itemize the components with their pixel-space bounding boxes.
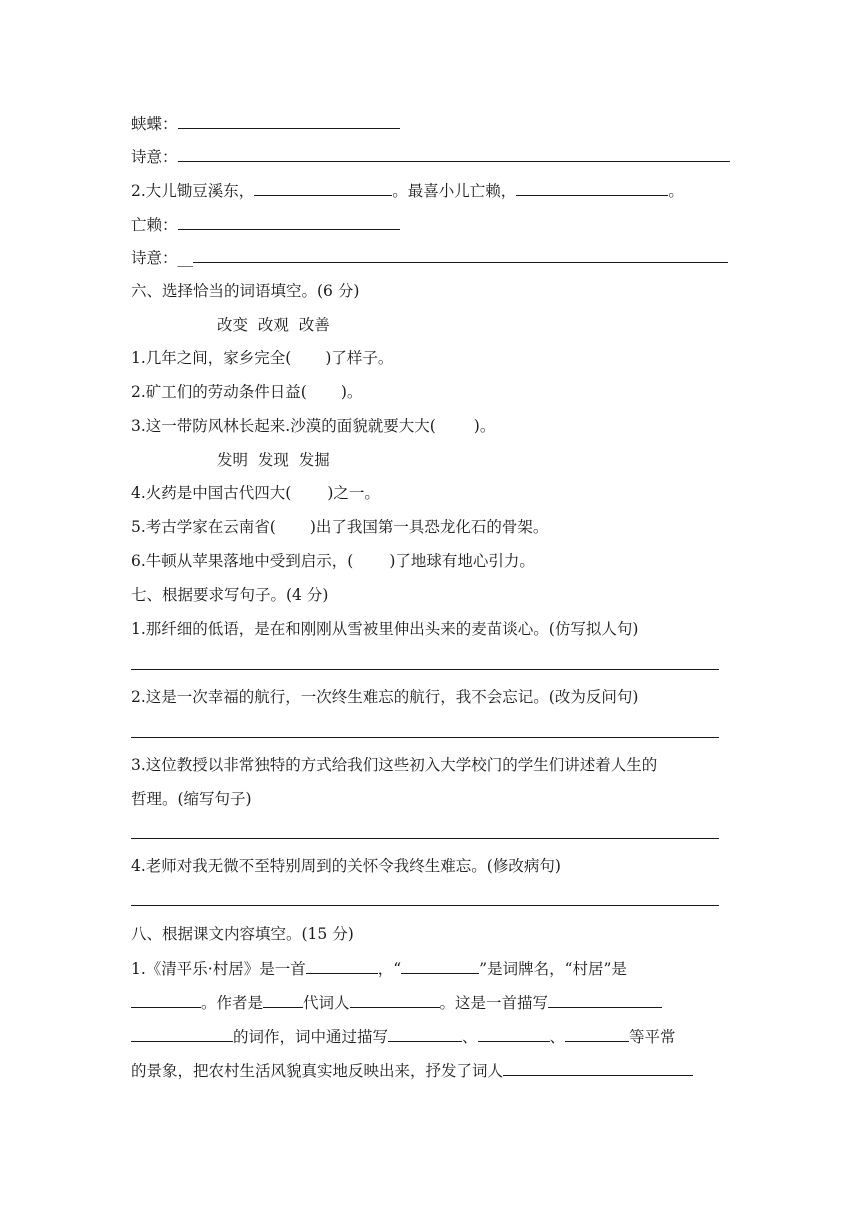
s6-q3-pre: 3.这一带防风林长起来.沙漠的面貌就要大大( — [131, 417, 436, 435]
s8-blank-scene-2[interactable] — [478, 1026, 550, 1042]
s8-blank-describe-1[interactable] — [548, 992, 662, 1008]
s7-answer-line-1[interactable] — [131, 669, 719, 670]
section6-heading: 六、选择恰当的词语填空。(6 分) — [131, 282, 360, 300]
s7-question-2: 2.这是一次幸福的航行，一次终生难忘的航行，我不会忘记。(改为反问句) — [131, 688, 639, 706]
s6-question-2 — [131, 382, 362, 402]
s8-line-3 — [131, 1026, 676, 1047]
s8-line-4 — [131, 1060, 693, 1081]
s6-q5-post: )出了我国第一具恐龙化石的骨架。 — [309, 518, 549, 536]
s6-question-4 — [131, 483, 380, 503]
s8-l1-text-b: ，“ — [377, 960, 402, 978]
section8-heading: 八、根据课文内容填空。(15 分) — [131, 925, 354, 943]
poem2-text-c: 。 — [668, 182, 684, 200]
s6-q2-post: )。 — [340, 383, 363, 401]
s8-l2-text-c: 。这是一首描写 — [439, 994, 549, 1012]
wanglai-answer-blank[interactable] — [178, 214, 400, 230]
section7-heading: 七、根据要求写句子。(4 分) — [131, 586, 329, 604]
s8-l3-text-c: 、 — [549, 1028, 566, 1046]
s7-question-1: 1.那纤细的低语，是在和刚刚从雪被里伸出头来的麦苗谈心。(仿写拟人句) — [131, 620, 639, 638]
s6-q6-post: )了地球有地心引力。 — [389, 552, 535, 570]
butterfly-label: 蛱蝶： — [131, 115, 178, 133]
s8-line-2 — [131, 992, 662, 1013]
word-choices-b: 发明 发现 发掘 — [217, 451, 330, 469]
s6-q6-pre: 6.牛顿从苹果落地中受到启示，( — [131, 552, 354, 570]
wanglai-label: 亡赖： — [131, 216, 178, 234]
s8-l3-text-d: 等平常 — [629, 1028, 676, 1046]
s7-question-3-line-1: 3.这位教授以非常独特的方式给我们这些初入大学校门的学生们讲述着人生的 — [131, 756, 658, 774]
poem2-meaning-line — [131, 247, 728, 268]
word-choices-a: 改变 改观 改善 — [217, 316, 330, 334]
poem2-text-a: 2.大儿锄豆溪东， — [131, 182, 255, 200]
poem2-meaning-prefix: __ — [177, 249, 194, 267]
poem2-text-b: 。最喜小儿亡赖， — [392, 182, 517, 200]
s6-q4-pre: 4.火药是中国古代四大( — [131, 484, 292, 502]
wanglai-line — [131, 214, 400, 235]
s8-blank-author[interactable] — [350, 992, 440, 1008]
poem2-line — [131, 180, 684, 201]
s8-line-1 — [131, 958, 627, 979]
poem2-meaning-label: 诗意： — [131, 249, 178, 267]
s8-l2-text-b: 代词人 — [303, 994, 350, 1012]
s8-l1-text-a: 1.《清平乐·村居》是一首 — [131, 960, 306, 978]
s8-blank-cunju[interactable] — [131, 992, 201, 1008]
s7-answer-line-3[interactable] — [131, 838, 719, 839]
s8-blank-cipai[interactable] — [401, 958, 479, 974]
s6-q5-pre: 5.考古学家在云南省( — [131, 518, 276, 536]
s8-blank-scene-1[interactable] — [388, 1026, 462, 1042]
s8-l3-text-a: 的词作，词中通过描写 — [233, 1028, 389, 1046]
s7-question-3-line-2: 哲理。(缩写句子) — [131, 790, 252, 808]
s6-question-5 — [131, 517, 548, 537]
s6-question-3 — [131, 416, 495, 436]
s6-q1-post: )了样子。 — [325, 349, 394, 367]
s6-q1-pre: 1.几年之间，家乡完全( — [131, 349, 292, 367]
poem1-meaning-label: 诗意： — [131, 148, 178, 166]
poem1-meaning-blank[interactable] — [178, 146, 730, 162]
s8-blank-ci-type[interactable] — [306, 958, 378, 974]
s8-blank-dynasty[interactable] — [263, 992, 303, 1008]
poem2-blank-2[interactable] — [516, 180, 668, 196]
butterfly-answer-blank[interactable] — [178, 113, 400, 129]
s8-blank-emotion[interactable] — [503, 1060, 693, 1076]
s7-question-4: 4.老师对我无微不至特别周到的关怀令我终生难忘。(修改病句) — [131, 857, 561, 875]
poem2-meaning-blank[interactable] — [193, 247, 728, 263]
poem2-blank-1[interactable] — [254, 180, 392, 196]
s6-question-6 — [131, 551, 535, 571]
s8-l1-text-c: ”是词牌名，“村居”是 — [479, 960, 627, 978]
s6-q2-pre: 2.矿工们的劳动条件日益( — [131, 383, 307, 401]
s8-l4-text-a: 的景象，把农村生活风貌真实地反映出来，抒发了词人 — [131, 1062, 504, 1080]
s6-question-1 — [131, 348, 393, 368]
s8-l3-text-b: 、 — [462, 1028, 478, 1046]
s8-blank-scene-3[interactable] — [565, 1026, 629, 1042]
butterfly-line — [131, 113, 400, 134]
poem1-meaning-line — [131, 146, 730, 167]
s6-q3-post: )。 — [473, 417, 496, 435]
s8-blank-describe-2[interactable] — [131, 1026, 233, 1042]
s6-q4-post: )之一。 — [327, 484, 380, 502]
s7-answer-line-2[interactable] — [131, 737, 719, 738]
s7-answer-line-4[interactable] — [131, 905, 719, 906]
s8-l2-text-a: 。作者是 — [201, 994, 264, 1012]
